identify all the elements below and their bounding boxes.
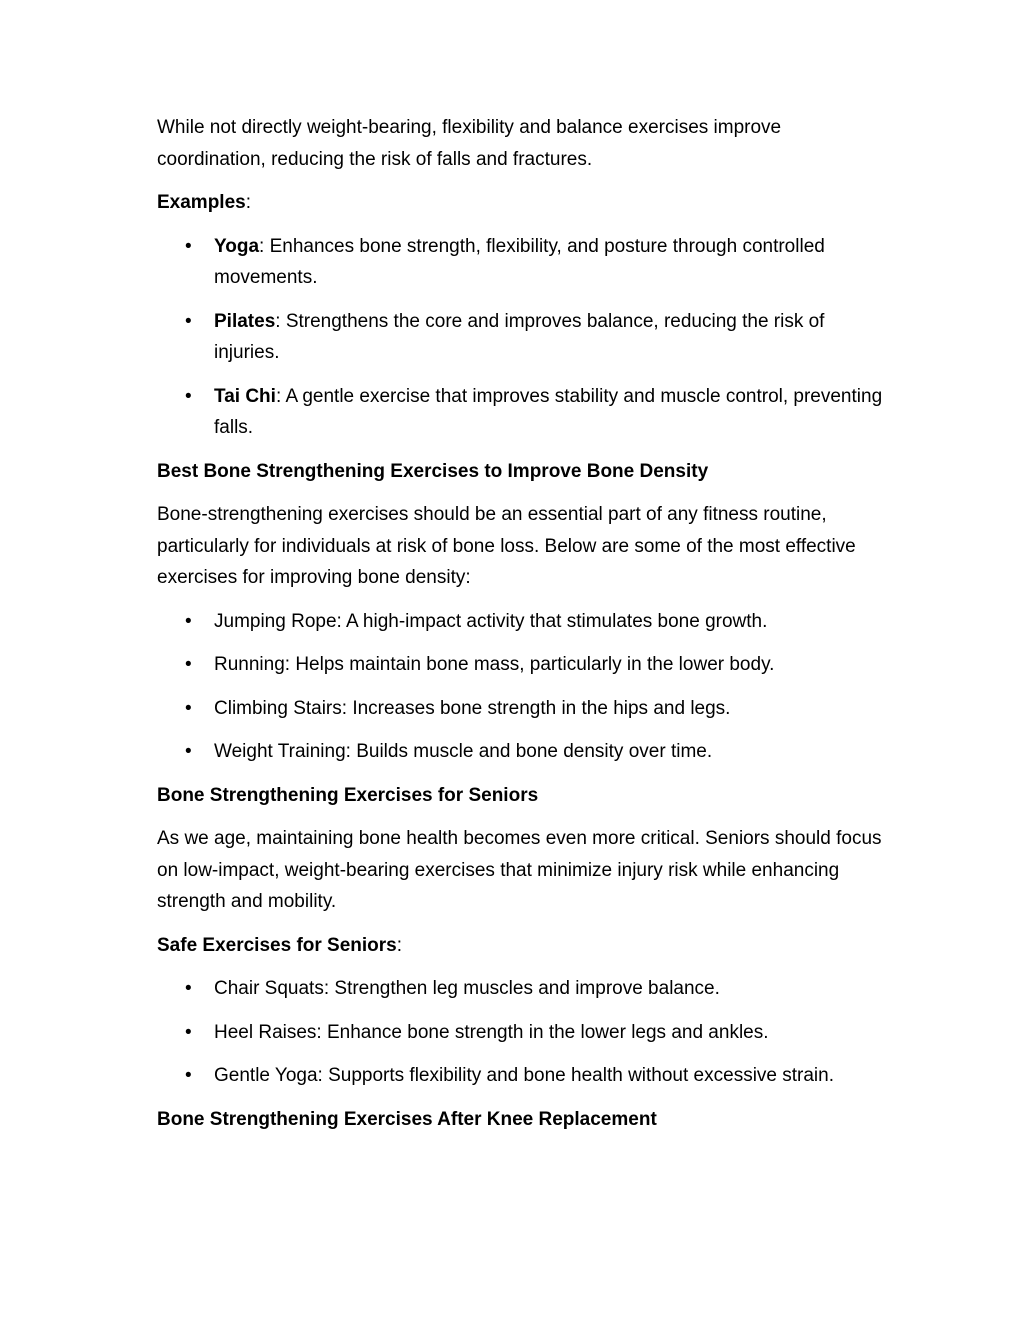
list-item-yoga <box>214 231 887 294</box>
document-page <box>157 112 887 1147</box>
list-item-term: Pilates <box>214 310 276 332</box>
section-heading-knee-replacement: Bone Strengthening Exercises After Knee Replacement <box>157 1108 657 1130</box>
intro-paragraph: While not directly weight-bearing, flexibility and balance exercises improve coordination, reducing the risk of falls and fractures. <box>157 117 782 170</box>
list-item-term: Tai Chi <box>214 385 276 407</box>
list-item-desc: : Strengthens the core and improves balance, reducing the risk of injuries. <box>214 310 825 363</box>
safe-exercises-label: Safe Exercises for Seniors <box>157 934 397 956</box>
examples-list <box>157 231 887 444</box>
list-item: • Running: Helps maintain bone mass, particularly in the lower body. <box>214 649 887 681</box>
section-heading-bone-density: Best Bone Strengthening Exercises to Improve Bone Density <box>157 460 709 482</box>
list-item: • Gentle Yoga: Supports flexibility and bone health without excessive strain. <box>214 1060 887 1092</box>
examples-colon: : <box>245 192 252 213</box>
list-item-desc: : Enhances bone strength, flexibility, and posture through controlled movements. <box>214 235 825 288</box>
list-item: • Heel Raises: Enhance bone strength in the lower legs and ankles. <box>214 1017 887 1049</box>
list-item: • Climbing Stairs: Increases bone strength in the hips and legs. <box>214 693 887 725</box>
safe-exercises-label-line <box>157 930 887 962</box>
list-item-term: Yoga <box>214 235 260 257</box>
examples-label-line <box>157 187 887 219</box>
list-item-desc: : A gentle exercise that improves stability and muscle control, preventing falls. <box>214 385 883 438</box>
bone-density-paragraph: Bone-strengthening exercises should be an essential part of any fitness routine, particularly for individuals at risk of bone loss. Below are some of the most effective exercises for improving bone density: <box>157 504 856 588</box>
bone-density-list <box>157 606 887 768</box>
list-item-tai-chi <box>214 381 887 444</box>
list-item-pilates <box>214 306 887 369</box>
list-item: • Weight Training: Builds muscle and bone density over time. <box>214 736 887 768</box>
examples-label: Examples <box>157 192 246 213</box>
seniors-paragraph: As we age, maintaining bone health becomes even more critical. Seniors should focus on low-impact, weight-bearing exercises that minimize injury risk while enhancing strength and mobility. <box>157 828 882 912</box>
section-heading-seniors: Bone Strengthening Exercises for Seniors <box>157 784 539 806</box>
list-item: • Jumping Rope: A high-impact activity that stimulates bone growth. <box>214 606 887 638</box>
safe-exercises-colon: : <box>396 934 403 956</box>
seniors-list <box>157 973 887 1092</box>
list-item: • Chair Squats: Strengthen leg muscles and improve balance. <box>214 973 887 1005</box>
